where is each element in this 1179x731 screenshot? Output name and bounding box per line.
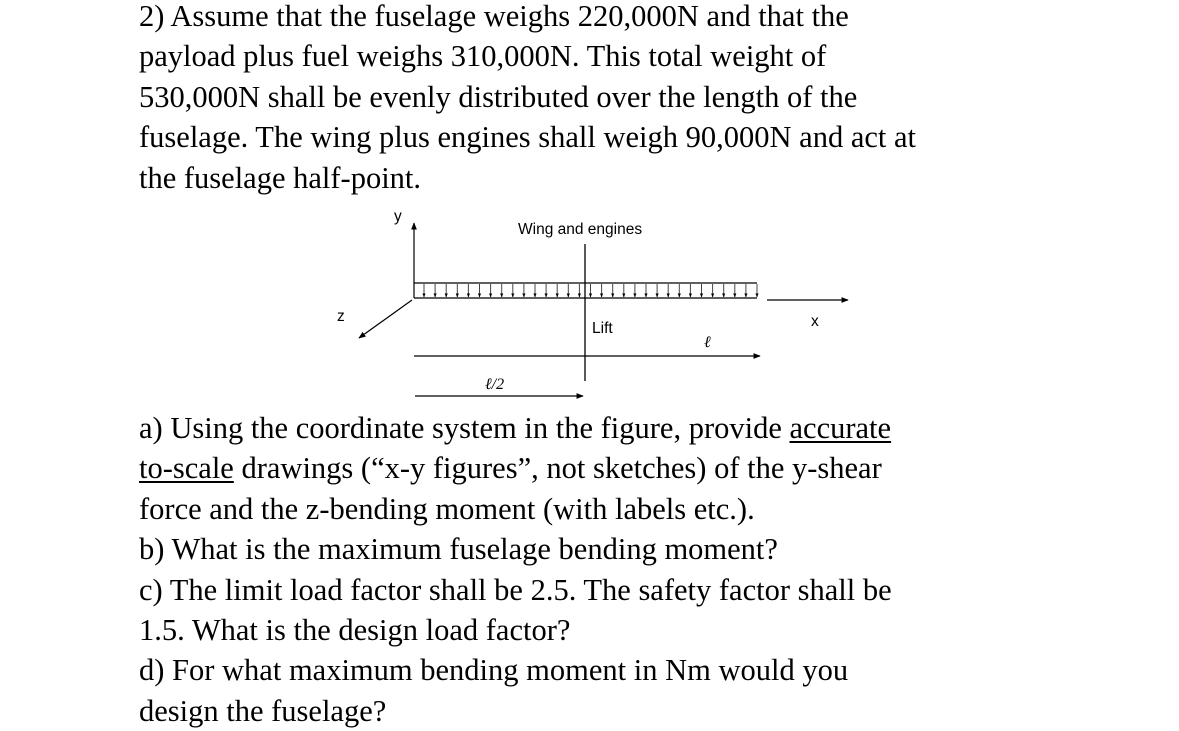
questions [139,408,1159,731]
length-label: ℓ [704,334,711,351]
z-axis-label: z [337,308,345,325]
problem-line: 530,000N shall be evenly distributed over the length of the [139,79,858,114]
question-c-line2: 1.5. What is the design load factor? [139,613,571,648]
underline-accurate: accurate [789,411,892,445]
x-axis-label: x [811,313,819,330]
half-length-label: ℓ/2 [485,376,505,393]
question-c-line1: c) The limit load factor shall be 2.5. The safety factor shall be [139,572,892,607]
question-a-line1 [139,408,1159,448]
problem-line: 2) Assume that the fuselage weighs 220,000N and that the [139,0,849,33]
question-d-line1: d) For what maximum bending moment in Nm would you [139,653,849,688]
distributed-load-arrows [424,284,757,297]
question-a-line2 [139,448,1159,488]
z-axis [359,300,412,338]
question-b: b) What is the maximum fuselage bending moment? [139,532,778,567]
y-axis-label: y [394,208,402,225]
underline-to-scale: to-scale [139,451,234,486]
problem-line: payload plus fuel weighs 310,000N. This total weight of [139,39,827,74]
question-a-line3: force and the z-bending moment (with labels etc.). [139,491,755,526]
question-a-text: drawings (“x-y figures”, not sketches) of the y-shear [233,451,882,486]
question-d-line2: design the fuselage? [139,693,387,728]
question-a-text: a) Using the coordinate system in the figure, provide [139,411,790,445]
lift-label: Lift [592,320,613,337]
problem-line: the fuselage half-point. [139,160,422,195]
problem-line: fuselage. The wing plus engines shall weigh 90,000N and act at [139,120,917,155]
wing-label: Wing and engines [518,221,643,238]
